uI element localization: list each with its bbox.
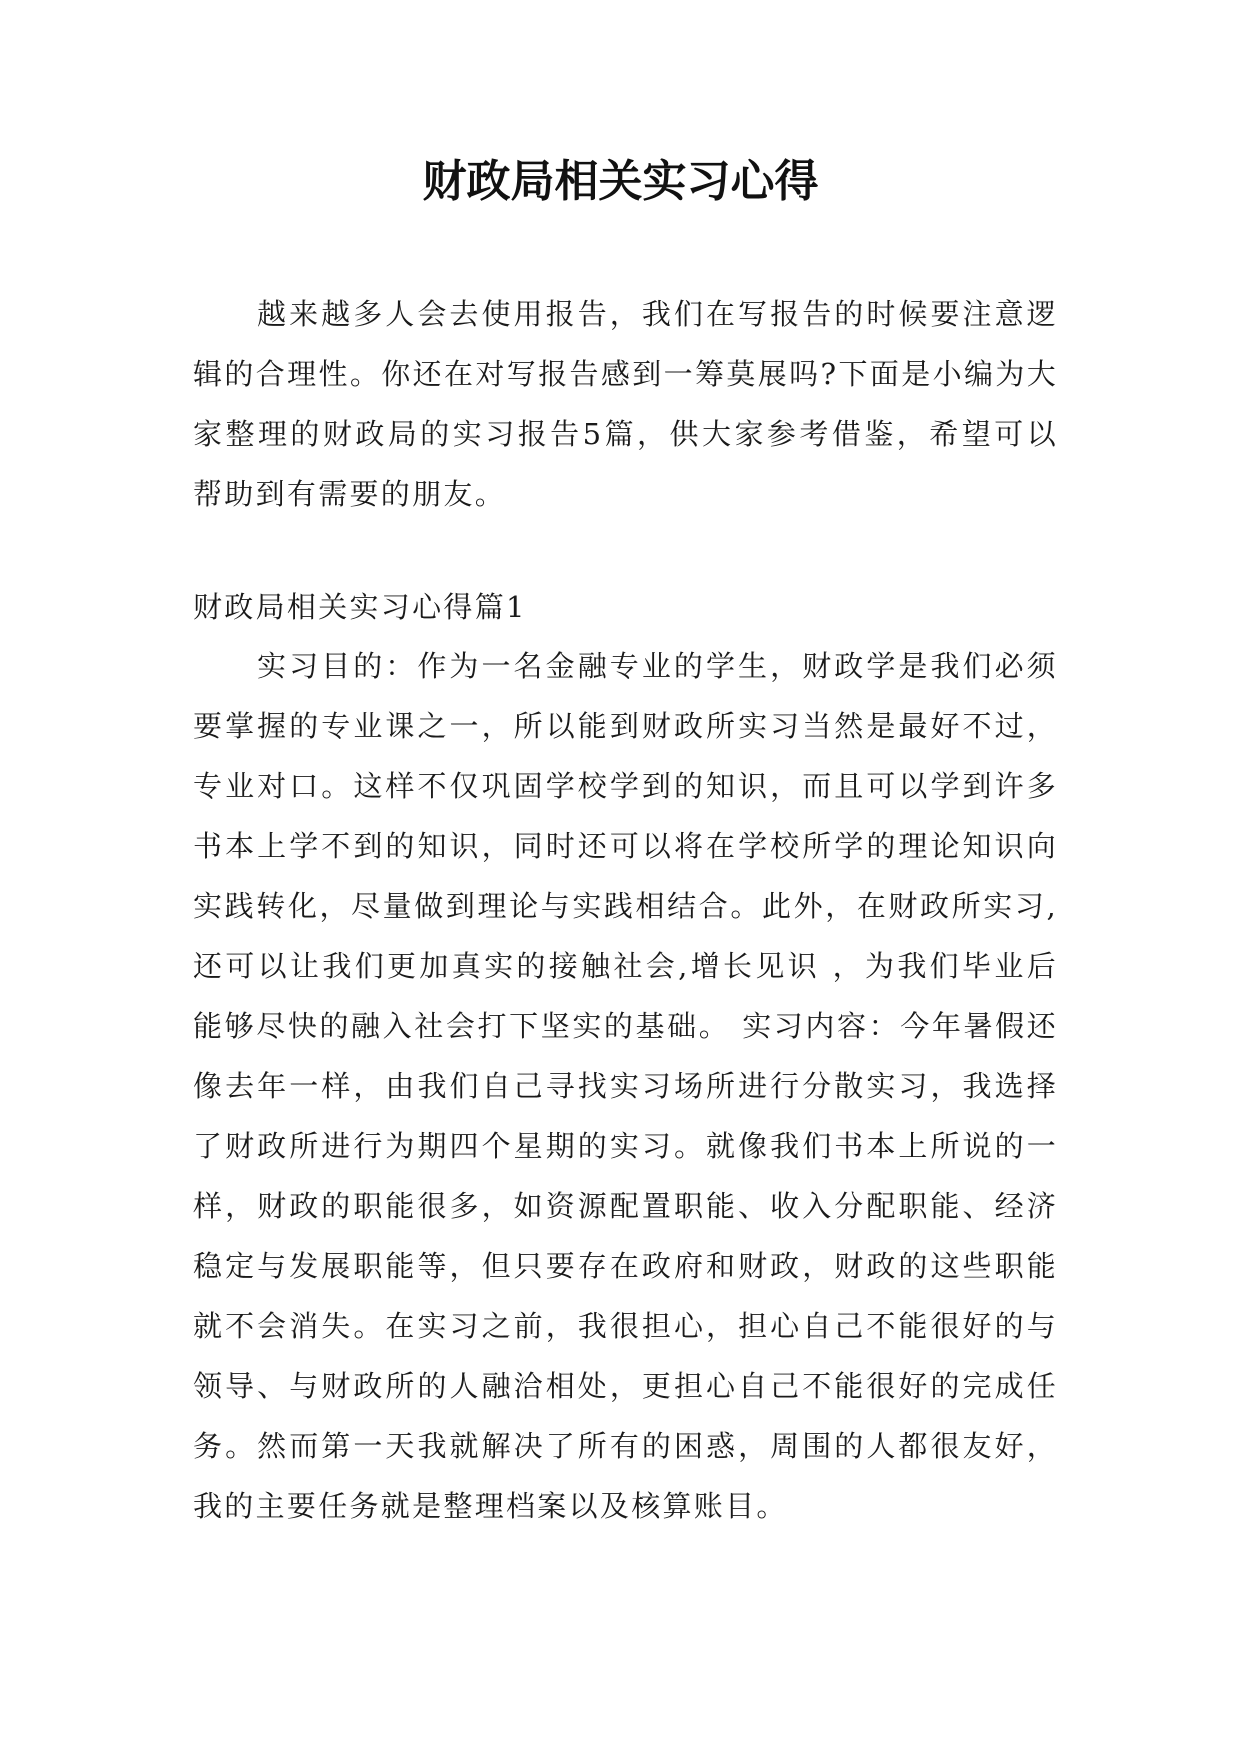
intro-paragraph: 越来越多人会去使用报告，我们在写报告的时候要注意逻辑的合理性。你还在对写报告感到一筹莫展吗?下面是小编为大家整理的财政局的实习报告5篇，供大家参考借鉴，希望可以帮助到有需要的朋友。 bbox=[193, 297, 1058, 511]
document-title: 财政局相关实习心得 bbox=[422, 156, 819, 207]
section-body-paragraph: 实习目的：作为一名金融专业的学生，财政学是我们必须要掌握的专业课之一，所以能到财政所实习当然是最好不过，专业对口。这样不仅巩固学校学到的知识，而且可以学到许多书本上学不到的知识，同时还可以将在学校所学的理论知识向实践转化，尽量做到理论与实践相结合。此外，在财政所实习,还可以让我们更加真实的接触社会,增长见识 ，为我们毕业后能够尽快的融入社会打下坚实的基础。 实习内容：今年暑假还像去年一样，由我们自己寻找实习场所进行分散实习，我选择了财政所进行为期四个星期的实习。就像我们书本上所说的一样，财政的职能很多，如资源配置职能、收入分配职能、经济稳定与发展职能等，但只要存在政府和财政，财政的这些职能就不会消失。在实习之前，我很担心，担心自己不能很好的与领导、与财政所的人融洽相处，更担心自己不能很好的完成任务。然而第一天我就解决了所有的困惑，周围的人都很友好，我的主要任务就是整理档案以及核算账目。 bbox=[193, 649, 1058, 1523]
section-heading: 财政局相关实习心得篇1 bbox=[193, 590, 527, 624]
